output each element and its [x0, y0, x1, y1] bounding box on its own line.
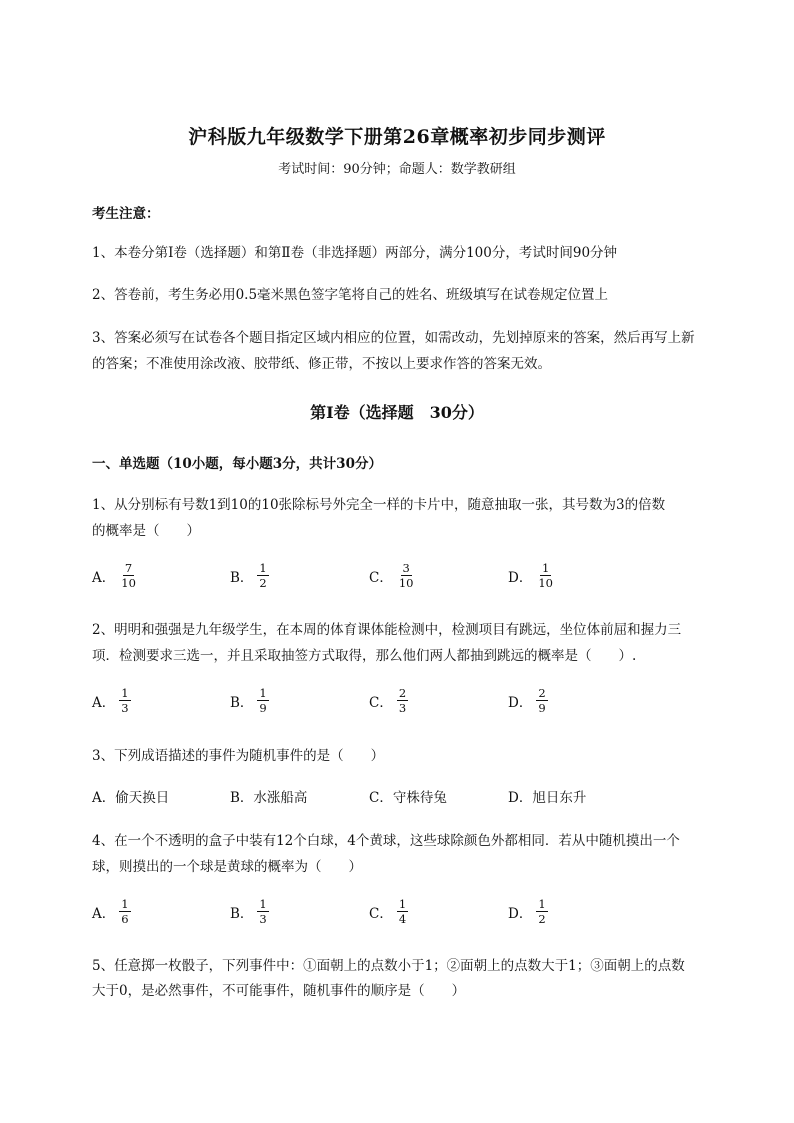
- fraction: [257, 687, 268, 714]
- denominator: 10: [398, 576, 414, 590]
- numerator: 1: [259, 897, 267, 911]
- question-5-line-1: 5、任意掷一枚骰子，下列事件中：①面朝上的点数小于1；②面朝上的点数大于1；③面朝上的点数: [92, 958, 685, 974]
- denominator: 2: [259, 576, 267, 590]
- option-label: C．: [369, 694, 393, 711]
- option-label: D．: [508, 905, 533, 922]
- question-3-line-1: 3、下列成语描述的事件为随机事件的是（ ）: [92, 748, 385, 764]
- question-2-option-a[interactable]: [92, 687, 131, 714]
- question-3-option-d[interactable]: [508, 786, 586, 806]
- question-2-line-1: 2、明明和强强是九年级学生，在本周的体育课体能检测中，检测项目有跳远，坐位体前屈和握力三: [92, 622, 682, 638]
- numerator: 3: [402, 561, 410, 575]
- question-1-line-1: 1、从分别标有号数1到10的10张除标号外完全一样的卡片中，随意抽取一张，其号数为3的倍数: [92, 497, 666, 513]
- question-4-option-d[interactable]: [508, 898, 548, 925]
- question-2-line-2: 项．检测要求三选一，并且采取抽签方式取得，那么他们两人都抽到跳远的概率是（ ）.: [92, 648, 637, 664]
- exam-info: 考试时间：90分钟；命题人：数学教研组: [278, 162, 516, 177]
- denominator: 9: [259, 701, 267, 715]
- question-4-line-1: 4、在一个不透明的盒子中装有12个白球，4个黄球，这些球除颜色外都相同．若从中随机摸出一个: [92, 833, 680, 849]
- option-label: D．: [508, 694, 533, 711]
- option-label: B．: [230, 790, 254, 806]
- numerator: 1: [538, 897, 546, 911]
- fraction: [119, 687, 130, 714]
- option-label: B．: [230, 694, 254, 711]
- notice-heading: 考生注意：: [92, 206, 160, 222]
- notice-item: 的答案；不准使用涂改液、胶带纸、修正带，不按以上要求作答的答案无效。: [92, 356, 551, 372]
- option-text: 水涨船高: [253, 790, 308, 806]
- denominator: 3: [398, 701, 407, 715]
- question-3-option-a[interactable]: [92, 786, 169, 806]
- question-4-option-a[interactable]: [92, 898, 131, 925]
- section-title: 第I卷（选择题 30分）: [310, 403, 484, 422]
- option-label: A．: [92, 694, 116, 711]
- option-text: 偷天换日: [115, 790, 170, 806]
- denominator: 9: [538, 701, 546, 715]
- numerator: 1: [259, 561, 267, 575]
- denominator: 10: [121, 576, 136, 590]
- notice-item: 2、答卷前，考生务必用0.5毫米黑色签字笔将自己的姓名、班级填写在试卷规定位置上: [92, 287, 609, 303]
- fraction: [119, 562, 138, 589]
- question-1-option-c[interactable]: [369, 562, 415, 589]
- page-title: 沪科版九年级数学下册第26章概率初步同步测评: [188, 126, 606, 148]
- denominator: 3: [259, 912, 267, 926]
- question-5-line-2: 大于0，是必然事件，不可能事件，随机事件的顺序是（ ）: [92, 983, 466, 999]
- denominator: 2: [538, 912, 546, 926]
- option-label: C．: [369, 790, 393, 806]
- fraction: [397, 562, 416, 589]
- option-label: B．: [230, 905, 254, 922]
- numerator: 1: [259, 686, 267, 700]
- question-1-line-2: 的概率是（ ）: [92, 523, 200, 539]
- fraction: [119, 898, 130, 925]
- option-label: A．: [92, 905, 116, 922]
- section-subheading: 一、单选题（10小题，每小题3分，共计30分）: [92, 456, 382, 472]
- question-4-option-c[interactable]: [369, 898, 408, 925]
- option-text: 守株待兔: [392, 790, 447, 806]
- denominator: 4: [398, 912, 407, 926]
- fraction: [397, 898, 408, 925]
- question-3-option-c[interactable]: [369, 786, 447, 806]
- numerator: 7: [124, 561, 133, 575]
- fraction: [257, 898, 268, 925]
- question-1-option-a[interactable]: [92, 562, 138, 589]
- numerator: 2: [538, 686, 546, 700]
- option-text: 旭日东升: [532, 790, 587, 806]
- option-label: C．: [369, 905, 393, 922]
- denominator: 10: [538, 576, 553, 590]
- option-label: C．: [369, 569, 393, 586]
- option-label: A．: [92, 569, 116, 586]
- fraction: [397, 687, 408, 714]
- question-1-option-b[interactable]: [230, 562, 269, 589]
- numerator: 1: [398, 897, 407, 911]
- question-1-option-d[interactable]: [508, 562, 555, 589]
- fraction: [536, 687, 547, 714]
- option-label: D．: [508, 790, 533, 806]
- fraction: [536, 898, 547, 925]
- fraction: [257, 562, 268, 589]
- numerator: 1: [541, 561, 550, 575]
- numerator: 1: [121, 686, 129, 700]
- option-label: B．: [230, 569, 254, 586]
- question-2-option-b[interactable]: [230, 687, 269, 714]
- option-label: D．: [508, 569, 533, 586]
- question-4-line-2: 球，则摸出的一个球是黄球的概率为（ ）: [92, 859, 362, 875]
- question-4-option-b[interactable]: [230, 898, 269, 925]
- numerator: 2: [398, 686, 407, 700]
- question-2-option-d[interactable]: [508, 687, 548, 714]
- denominator: 3: [121, 701, 129, 715]
- option-label: A．: [92, 790, 116, 806]
- question-2-option-c[interactable]: [369, 687, 408, 714]
- denominator: 6: [121, 912, 129, 926]
- fraction: [536, 562, 555, 589]
- notice-item: 1、本卷分第I卷（选择题）和第Ⅱ卷（非选择题）两部分，满分100分，考试时间90分钟: [92, 245, 618, 261]
- numerator: 1: [121, 897, 129, 911]
- question-3-option-b[interactable]: [230, 786, 307, 806]
- notice-item: 3、答案必须写在试卷各个题目指定区域内相应的位置，如需改动，先划掉原来的答案，然后再写上新: [92, 330, 695, 346]
